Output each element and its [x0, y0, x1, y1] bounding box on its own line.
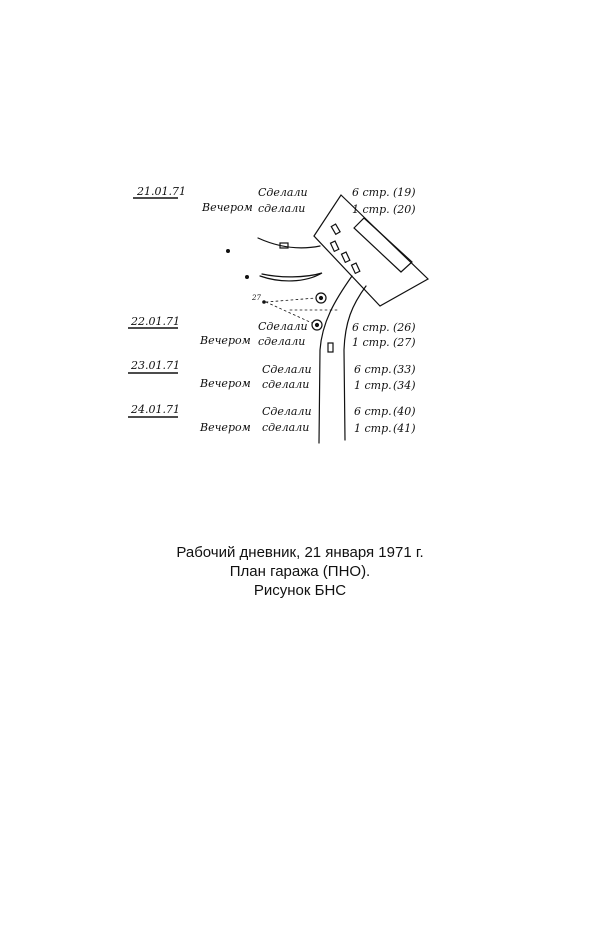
page-ref: (20): [393, 203, 416, 216]
diary-date: 24.01.71: [131, 403, 180, 416]
evening-label: Вечером: [202, 201, 253, 214]
page-ref: (41): [393, 422, 416, 435]
caption-line-2: План гаража (ПНО).: [229, 563, 371, 580]
page-count: 1 стр.: [352, 336, 390, 349]
page-count: 6 стр.: [352, 186, 390, 199]
did-label: сделали: [262, 378, 310, 391]
lamp-center: [320, 297, 323, 300]
diary-row-3: [128, 359, 416, 392]
did-label: Сделали: [258, 320, 308, 333]
garage-inner-block: [354, 218, 412, 272]
evening-label: Вечером: [200, 377, 251, 390]
diary-date: 22.01.71: [131, 315, 180, 328]
car-mark: [341, 252, 349, 262]
caption-line-3: Рисунок БНС: [253, 582, 347, 599]
evening-label: Вечером: [200, 421, 251, 434]
sight-line: [266, 298, 316, 302]
point-marker-label: 27: [252, 294, 261, 302]
diary-row-2: [128, 315, 416, 349]
did-label: Сделали: [262, 363, 312, 376]
figure-caption: [0, 543, 600, 600]
car-mark: [328, 343, 333, 352]
page-ref: (40): [393, 405, 416, 418]
did-label: сделали: [262, 421, 310, 434]
page-count: 6 стр.: [354, 363, 392, 376]
point-dot: [245, 275, 249, 279]
car-mark: [331, 224, 340, 234]
page-ref: (27): [393, 336, 416, 349]
point-dot: [226, 249, 230, 253]
page-ref: (33): [393, 363, 416, 376]
page-ref: (19): [393, 186, 416, 199]
page-count: 1 стр.: [354, 379, 392, 392]
diary-row-1: [133, 185, 416, 216]
page-count: 6 стр.: [352, 321, 390, 334]
did-label: сделали: [258, 202, 306, 215]
page-count: 1 стр.: [352, 203, 390, 216]
car-mark: [351, 263, 359, 273]
did-label: Сделали: [258, 186, 308, 199]
evening-label: Вечером: [200, 334, 251, 347]
caption-line-1: Рабочий дневник, 21 января 1971 г.: [176, 544, 424, 561]
page-ref: (34): [393, 379, 416, 392]
did-label: сделали: [258, 335, 306, 348]
car-mark: [330, 241, 338, 251]
point-dot: [262, 300, 266, 304]
page-count: 6 стр.: [354, 405, 392, 418]
page-ref: (26): [393, 321, 416, 334]
diary-date: 23.01.71: [131, 359, 180, 372]
page-count: 1 стр.: [354, 422, 392, 435]
lamp-center: [316, 324, 319, 327]
did-label: Сделали: [262, 405, 312, 418]
diary-date: 21.01.71: [137, 185, 186, 198]
diary-row-4: [128, 403, 416, 435]
kerb-curve: [260, 273, 322, 281]
road-left-edge: [319, 276, 352, 443]
road-edge: [258, 238, 320, 248]
